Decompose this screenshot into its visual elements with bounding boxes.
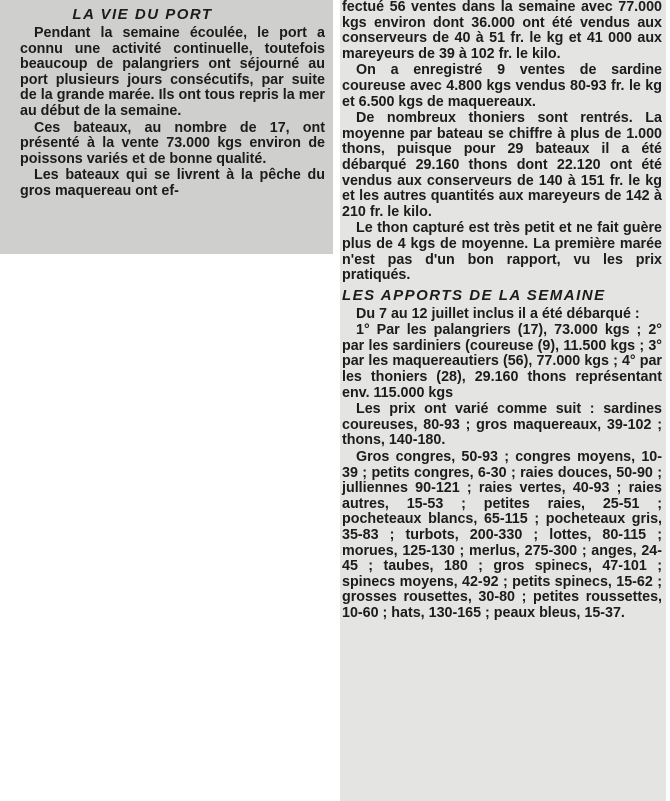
article-heading: LA VIE DU PORT	[72, 6, 213, 23]
paragraph-10: Les prix ont varié comme suit : sardines coureuses, 80-93 ; gros maquereaux, 39-102 ; thons, 140-180.	[342, 401, 662, 449]
paragraph-5: On a enregistré 9 ventes de sardine coureuse avec 4.800 kgs vendus 80-93 fr. le kg et 6.500 kgs de maquereaux.	[342, 62, 662, 110]
paragraph-7: Le thon capturé est très petit et ne fait guère plus de 4 kgs de moyenne. La première marée n'est pas d'un bon rapport, vu les prix pratiqués.	[342, 220, 662, 284]
paragraph-6: De nombreux thoniers sont rentrés. La moyenne par bateau se chiffre à plus de 1.000 thons, puisque pour 29 bateaux il a été débarqué 29.160 thons dont 22.120 ont été vendus aux conserveurs de 140 à 151 fr. le kg et les autres quantités aux mareyeurs de 142 à 210 fr. le kilo.	[342, 110, 662, 220]
left-column	[0, 0, 333, 254]
paragraph-4: fectué 56 ventes dans la semaine avec 77.000 kgs environ dont 36.000 ont été vendus aux conserveurs de 40 à 51 fr. le kg et 41 000 aux mareyeurs de 39 à 102 fr. le kilo.	[342, 0, 662, 62]
paragraph-11: Gros congres, 50-93 ; congres moyens, 10-39 ; petits congres, 6-30 ; raies douces, 50-90 ; julliennes 90-121 ; raies vertes, 40-93 ; raies autres, 15-53 ; petites raies, 25-51 ; pocheteaux blancs, 65-115 ; pocheteaux gris, 35-83 ; turbots, 200-330 ; lottes, 80-115 ; morues, 125-130 ; merlus, 275-300 ; anges, 24-45 ; taubes, 180 ; gros spinecs, 47-101 ; spinecs moyens, 42-92 ; petits spinecs, 15-62 ; grosses rousettes, 30-80 ; petites roussettes, 10-60 ; hats, 130-165 ; peaux bleus, 15-37.	[342, 449, 662, 621]
paragraph-8: Du 7 au 12 juillet inclus il a été débarqué :	[356, 305, 640, 322]
paragraph-2: Ces bateaux, au nombre de 17, ont présenté à la vente 73.000 kgs environ de poissons variés et de bonne qualité.	[20, 119, 325, 167]
paragraph-3: Les bateaux qui se livrent à la pêche du gros maquereau ont ef-	[20, 167, 325, 199]
paragraph-1: Pendant la semaine écoulée, le port a connu une activité continuelle, toutefois beaucoup de palangriers ont séjourné au port plusieurs jours consécutifs, par suite de la grande marée. Ils ont tous repris la mer au début de la semaine.	[20, 25, 325, 119]
section-heading: LES APPORTS DE LA SEMAINE	[342, 286, 606, 304]
right-column	[340, 0, 666, 801]
paragraph-9: 1° Par les palangriers (17), 73.000 kgs ; 2° par les sardiniers (coureuse (9), 11.500 kgs ; 3° par les maquereautiers (56), 77.000 kgs ; 4° par les thoniers (28), 29.160 thons représentant env. 115.000 kgs	[342, 322, 662, 401]
